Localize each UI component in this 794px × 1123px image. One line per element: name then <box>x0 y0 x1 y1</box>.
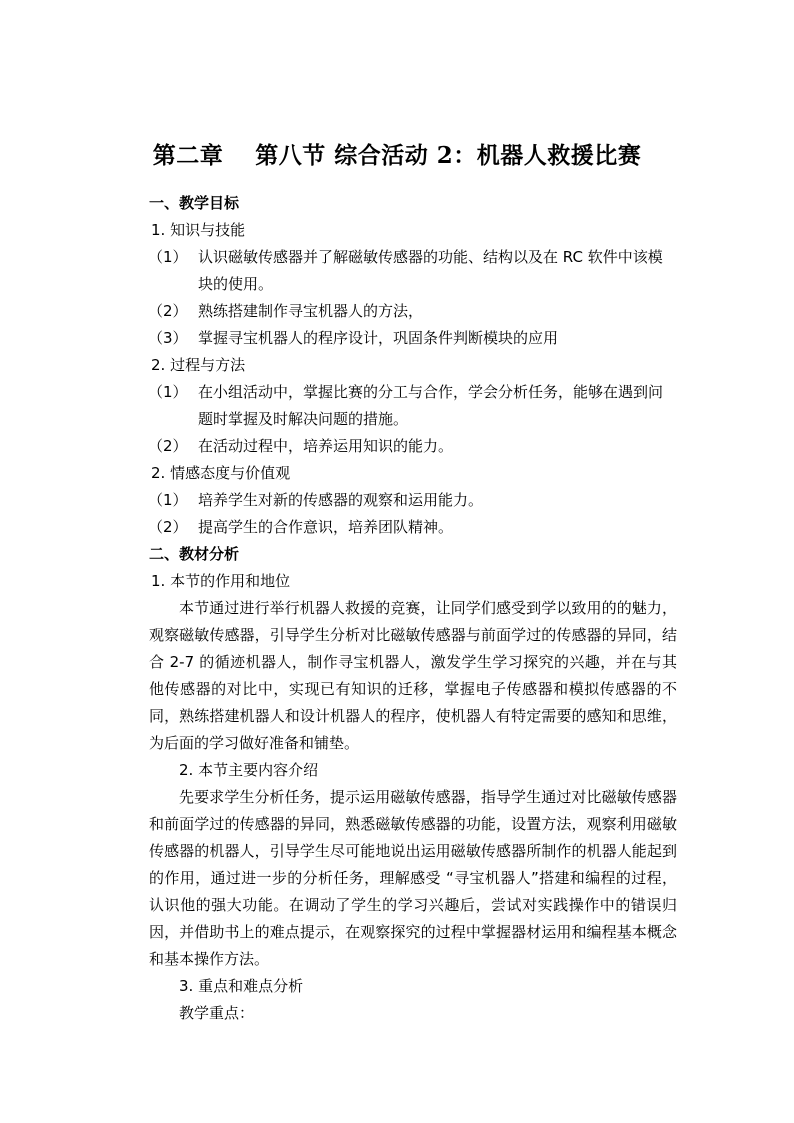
list-item-number: （1） <box>148 248 188 266</box>
paragraph-role-position: 本节通过进行举行机器人救援的竞赛，让同学们感受到学以致用的的魅力，观察磁敏传感器，引导学生分析对比磁敏传感器与前面学过的传感器的异同，结合 2-7 的循迹机器人，制作寻宝机器人，激发学生学习探究的兴趣，并在与其他传感器的对比中，实现已有知识的迁移，掌握电子传感器和模拟传感器的不同，熟练搭建机器人和设计机器人的程序，使机器人有特定需要的感知和思维，为后面的学习做好准备和铺垫。 <box>149 599 677 752</box>
subheading-process-methods: 2. 过程与方法 <box>151 356 246 374</box>
document-body <box>149 190 677 1027</box>
list-item <box>149 514 677 541</box>
list-item-number: （2） <box>148 518 188 536</box>
list-item-number: （2） <box>148 302 188 320</box>
list-item <box>149 244 677 298</box>
list-item <box>149 487 677 514</box>
section-heading-material-analysis: 二、教材分析 <box>149 545 240 563</box>
list-item <box>149 379 677 433</box>
subheading-role-position: 1. 本节的作用和地位 <box>151 572 291 590</box>
page-title: 第二章 第八节 综合活动 2：机器人救援比赛 <box>152 142 642 169</box>
list-item-number: （3） <box>148 329 188 347</box>
list-item <box>149 298 677 325</box>
list-item-number: （1） <box>148 383 188 401</box>
list-item-number: （1） <box>148 491 188 509</box>
list-item-text: 熟练搭建制作寻宝机器人的方法， <box>198 302 424 320</box>
list-item-text: 在活动过程中，培养运用知识的能力。 <box>198 437 454 455</box>
paragraph-main-content: 先要求学生分析任务，提示运用磁敏传感器，指导学生通过对比磁敏传感器和前面学过的传感器的异同，熟悉磁敏传感器的功能，设置方法，观察利用磁敏传感器的机器人，引导学生尽可能地说出运用磁敏传感器所制作的机器人能起到的作用，通过进一步的分析任务，理解感受 “寻宝机器人”搭建和编程的过程，认识他的强大功能。在调动了学生的学习兴趣后，尝试对实践操作中的错误归因，并借助书上的难点提示，在观察探究的过程中掌握器材运用和编程基本概念和基本操作方法。 <box>149 788 677 968</box>
subheading-main-content: 2. 本节主要内容介绍 <box>179 761 319 779</box>
subheading-knowledge-skills: 1. 知识与技能 <box>151 221 246 239</box>
list-item <box>149 325 677 352</box>
list-item-number: （2） <box>148 437 188 455</box>
subheading-attitudes-values: 2. 情感态度与价值观 <box>151 464 291 482</box>
list-item-text: 掌握寻宝机器人的程序设计，巩固条件判断模块的应用 <box>198 329 559 347</box>
list-item-text: 认识磁敏传感器并了解磁敏传感器的功能、结构以及在 RC 软件中该模块的使用。 <box>198 248 663 293</box>
teaching-focus-label: 教学重点： <box>179 1004 255 1022</box>
list-item <box>149 433 677 460</box>
subheading-key-difficult-points: 3. 重点和难点分析 <box>179 977 304 995</box>
list-item-text: 在小组活动中，掌握比赛的分工与合作，学会分析任务，能够在遇到问题时掌握及时解决问题的措施。 <box>198 383 664 428</box>
section-heading-teaching-goals: 一、教学目标 <box>149 194 240 212</box>
list-item-text: 提高学生的合作意识，培养团队精神。 <box>198 518 454 536</box>
list-item-text: 培养学生对新的传感器的观察和运用能力。 <box>198 491 484 509</box>
